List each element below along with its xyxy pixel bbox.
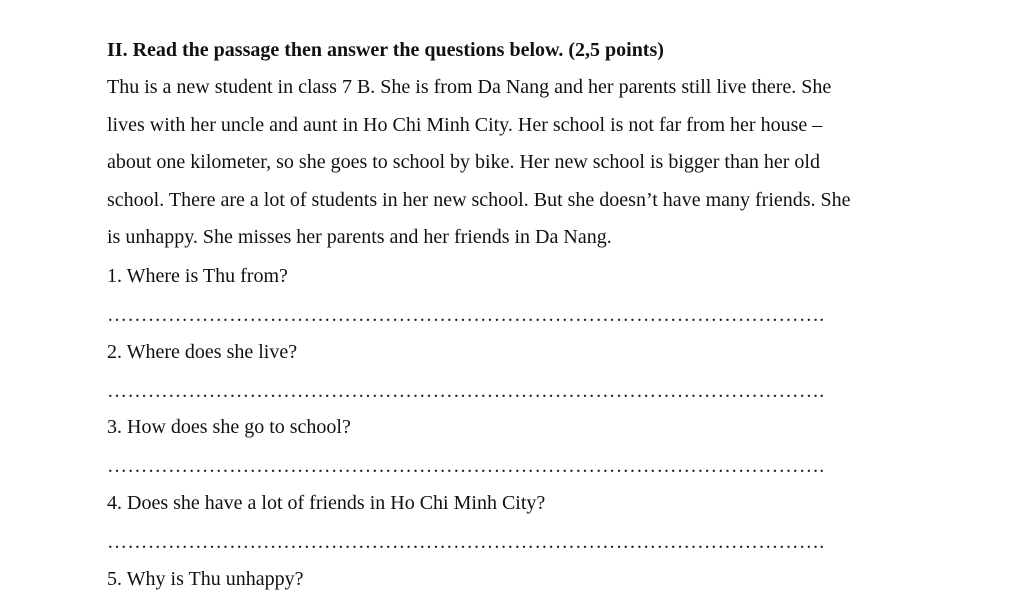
passage-line: lives with her uncle and aunt in Ho Chi Minh City. Her school is not far from her house –	[107, 113, 823, 136]
question-5: 5. Why is Thu unhappy?	[107, 568, 304, 590]
section-heading: II. Read the passage then answer the questions below. (2,5 points)	[107, 39, 664, 61]
question-4: 4. Does she have a lot of friends in Ho Chi Minh City?	[107, 492, 546, 514]
question-3: 3. How does she go to school?	[107, 416, 351, 438]
question-1: 1. Where is Thu from?	[107, 265, 288, 287]
answer-line-2: …………………………………………………………………………………………….	[107, 380, 825, 402]
answer-line-1: …………………………………………………………………………………………….	[107, 304, 825, 326]
worksheet-page	[107, 0, 967, 613]
answer-line-4: …………………………………………………………………………………………….	[107, 531, 825, 553]
reading-passage	[107, 74, 851, 262]
passage-line: school. There are a lot of students in her new school. But she doesn’t have many friends. She	[107, 188, 851, 211]
passage-line: about one kilometer, so she goes to school by bike. Her new school is bigger than her old	[107, 151, 820, 174]
answer-line-3: …………………………………………………………………………………………….	[107, 455, 825, 477]
question-2: 2. Where does she live?	[107, 341, 298, 363]
passage-line: Thu is a new student in class 7 B. She is from Da Nang and her parents still live there. She	[107, 76, 832, 98]
passage-line: is unhappy. She misses her parents and her friends in Da Nang.	[107, 226, 612, 249]
